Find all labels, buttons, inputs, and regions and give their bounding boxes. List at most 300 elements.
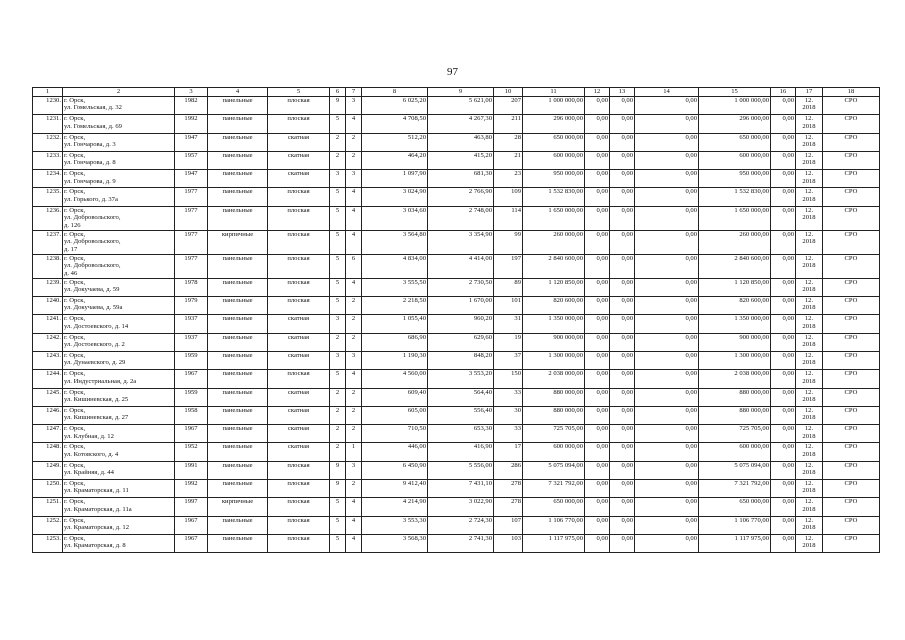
total-cost: 900 000,00 bbox=[523, 333, 585, 351]
fund-cell: 0,00 bbox=[771, 170, 796, 188]
fund-cell: 0,00 bbox=[585, 425, 610, 443]
table-row bbox=[33, 351, 880, 369]
address-line: г. Орск, bbox=[64, 188, 86, 196]
living-area: 5 621,00 bbox=[428, 97, 494, 115]
owners-funds: 1 532 830,00 bbox=[699, 188, 771, 206]
method-cell: СРО bbox=[823, 480, 880, 498]
year-built: 1947 bbox=[175, 133, 208, 151]
wall-material: панельные bbox=[208, 480, 268, 498]
completion-date bbox=[796, 254, 823, 278]
date-part: 2018 bbox=[802, 159, 816, 167]
address-line: г. Орск, bbox=[64, 254, 86, 262]
total-cost: 880 000,00 bbox=[523, 388, 585, 406]
owners-funds: 1 000 000,00 bbox=[699, 97, 771, 115]
fund-cell: 0,00 bbox=[585, 115, 610, 133]
completion-date bbox=[796, 370, 823, 388]
fund-cell: 0,00 bbox=[585, 351, 610, 369]
address-line: г. Орск, bbox=[64, 151, 86, 159]
residents-count: 109 bbox=[494, 188, 523, 206]
address-cell bbox=[63, 188, 175, 206]
date-part: 2018 bbox=[802, 542, 816, 550]
year-built: 1967 bbox=[175, 425, 208, 443]
date-part: 12. bbox=[804, 425, 814, 433]
year-built: 1937 bbox=[175, 315, 208, 333]
entrances-count: 4 bbox=[346, 278, 362, 296]
fund-cell: 0,00 bbox=[635, 498, 699, 516]
completion-date bbox=[796, 97, 823, 115]
residents-count: 33 bbox=[494, 388, 523, 406]
address-line: г. Орск, bbox=[64, 206, 86, 214]
living-area: 556,40 bbox=[428, 406, 494, 424]
address-line: г. Орск, bbox=[64, 425, 86, 433]
date-part: 2018 bbox=[802, 359, 816, 367]
address-line: г. Орск, bbox=[64, 230, 86, 238]
address-line: ул. Котовского, д. 4 bbox=[64, 450, 119, 458]
total-area: 4 214,90 bbox=[362, 498, 428, 516]
owners-funds: 5 075 094,00 bbox=[699, 461, 771, 479]
table-row bbox=[33, 333, 880, 351]
date-part: 2018 bbox=[802, 414, 816, 422]
address-line: ул. Гончарова, д. 8 bbox=[64, 159, 116, 167]
completion-date bbox=[796, 406, 823, 424]
residents-count: 28 bbox=[494, 133, 523, 151]
address-cell bbox=[63, 170, 175, 188]
address-cell bbox=[63, 351, 175, 369]
fund-cell: 0,00 bbox=[635, 534, 699, 552]
date-part: 12. bbox=[804, 406, 814, 414]
method-cell: СРО bbox=[823, 151, 880, 169]
entrances-count: 3 bbox=[346, 351, 362, 369]
address-cell bbox=[63, 230, 175, 254]
table-row bbox=[33, 278, 880, 296]
fund-cell: 0,00 bbox=[635, 97, 699, 115]
fund-cell: 0,00 bbox=[610, 97, 635, 115]
year-built: 1977 bbox=[175, 230, 208, 254]
fund-cell: 0,00 bbox=[610, 206, 635, 230]
owners-funds: 1 117 975,00 bbox=[699, 534, 771, 552]
owners-funds: 820 600,00 bbox=[699, 297, 771, 315]
living-area: 3 553,20 bbox=[428, 370, 494, 388]
owners-funds: 650 000,00 bbox=[699, 133, 771, 151]
residents-count: 197 bbox=[494, 254, 523, 278]
fund-cell: 0,00 bbox=[610, 370, 635, 388]
year-built: 1959 bbox=[175, 351, 208, 369]
residents-count: 278 bbox=[494, 480, 523, 498]
table-row bbox=[33, 516, 880, 534]
fund-cell: 0,00 bbox=[771, 254, 796, 278]
floors-count: 3 bbox=[330, 351, 346, 369]
residents-count: 114 bbox=[494, 206, 523, 230]
roof-type: плоская bbox=[268, 297, 330, 315]
fund-cell: 0,00 bbox=[635, 278, 699, 296]
method-cell: СРО bbox=[823, 370, 880, 388]
address-cell bbox=[63, 297, 175, 315]
owners-funds: 1 350 000,00 bbox=[699, 315, 771, 333]
completion-date bbox=[796, 206, 823, 230]
completion-date bbox=[796, 315, 823, 333]
fund-cell: 0,00 bbox=[635, 516, 699, 534]
fund-cell: 0,00 bbox=[585, 230, 610, 254]
address-line: д. 17 bbox=[64, 245, 78, 253]
method-cell: СРО bbox=[823, 534, 880, 552]
row-number: 1230. bbox=[33, 97, 63, 115]
column-number: 4 bbox=[208, 88, 268, 97]
living-area: 3 354,90 bbox=[428, 230, 494, 254]
owners-funds: 950 000,00 bbox=[699, 170, 771, 188]
wall-material: панельные bbox=[208, 188, 268, 206]
roof-type: скатная bbox=[268, 425, 330, 443]
fund-cell: 0,00 bbox=[610, 133, 635, 151]
method-cell: СРО bbox=[823, 443, 880, 461]
floors-count: 5 bbox=[330, 370, 346, 388]
total-cost: 5 075 094,00 bbox=[523, 461, 585, 479]
fund-cell: 0,00 bbox=[771, 206, 796, 230]
date-part: 2018 bbox=[802, 141, 816, 148]
living-area: 2 724,30 bbox=[428, 516, 494, 534]
wall-material: панельные bbox=[208, 516, 268, 534]
fund-cell: 0,00 bbox=[610, 425, 635, 443]
entrances-count: 4 bbox=[346, 206, 362, 230]
address-cell bbox=[63, 516, 175, 534]
owners-funds: 900 000,00 bbox=[699, 333, 771, 351]
fund-cell: 0,00 bbox=[771, 315, 796, 333]
total-area: 3 024,90 bbox=[362, 188, 428, 206]
fund-cell: 0,00 bbox=[610, 351, 635, 369]
total-cost: 1 117 975,00 bbox=[523, 534, 585, 552]
fund-cell: 0,00 bbox=[771, 534, 796, 552]
address-line: ул. Докучаева, д. 59 bbox=[64, 286, 120, 294]
address-line: д. 126 bbox=[64, 221, 81, 229]
fund-cell: 0,00 bbox=[610, 406, 635, 424]
table-row bbox=[33, 534, 880, 552]
owners-funds: 2 038 000,00 bbox=[699, 370, 771, 388]
floors-count: 9 bbox=[330, 480, 346, 498]
fund-cell: 0,00 bbox=[610, 534, 635, 552]
wall-material: панельные bbox=[208, 97, 268, 115]
roof-type: плоская bbox=[268, 115, 330, 133]
row-number: 1241. bbox=[33, 315, 63, 333]
date-part: 2018 bbox=[802, 214, 816, 222]
entrances-count: 2 bbox=[346, 315, 362, 333]
roof-type: скатная bbox=[268, 388, 330, 406]
roof-type: плоская bbox=[268, 97, 330, 115]
total-cost: 600 000,00 bbox=[523, 151, 585, 169]
floors-count: 9 bbox=[330, 97, 346, 115]
floors-count: 9 bbox=[330, 461, 346, 479]
completion-date bbox=[796, 230, 823, 254]
address-line: ул. Достоевского, д. 2 bbox=[64, 341, 125, 349]
fund-cell: 0,00 bbox=[610, 151, 635, 169]
total-cost: 2 038 000,00 bbox=[523, 370, 585, 388]
fund-cell: 0,00 bbox=[635, 206, 699, 230]
living-area: 2 741,30 bbox=[428, 534, 494, 552]
fund-cell: 0,00 bbox=[771, 370, 796, 388]
address-line: г. Орск, bbox=[64, 170, 86, 178]
living-area: 416,90 bbox=[428, 443, 494, 461]
table-row bbox=[33, 115, 880, 133]
column-number: 1 bbox=[33, 88, 63, 97]
entrances-count: 4 bbox=[346, 370, 362, 388]
owners-funds: 1 120 850,00 bbox=[699, 278, 771, 296]
living-area: 564,40 bbox=[428, 388, 494, 406]
living-area: 415,20 bbox=[428, 151, 494, 169]
completion-date bbox=[796, 443, 823, 461]
fund-cell: 0,00 bbox=[610, 188, 635, 206]
row-number: 1252. bbox=[33, 516, 63, 534]
completion-date bbox=[796, 351, 823, 369]
residents-count: 211 bbox=[494, 115, 523, 133]
method-cell: СРО bbox=[823, 278, 880, 296]
fund-cell: 0,00 bbox=[771, 97, 796, 115]
address-cell bbox=[63, 480, 175, 498]
method-cell: СРО bbox=[823, 516, 880, 534]
address-line: г. Орск, bbox=[64, 333, 86, 341]
column-number: 5 bbox=[268, 88, 330, 97]
completion-date bbox=[796, 480, 823, 498]
entrances-count: 3 bbox=[346, 461, 362, 479]
date-part: 12. bbox=[804, 315, 814, 323]
fund-cell: 0,00 bbox=[635, 170, 699, 188]
living-area: 653,30 bbox=[428, 425, 494, 443]
date-part: 12. bbox=[804, 115, 814, 123]
table-row bbox=[33, 170, 880, 188]
table-row bbox=[33, 480, 880, 498]
fund-cell: 0,00 bbox=[610, 461, 635, 479]
residents-count: 101 bbox=[494, 297, 523, 315]
completion-date bbox=[796, 388, 823, 406]
roof-type: скатная bbox=[268, 333, 330, 351]
address-line: г. Орск, bbox=[64, 443, 86, 451]
table-row bbox=[33, 133, 880, 151]
total-area: 3 555,50 bbox=[362, 278, 428, 296]
roof-type: плоская bbox=[268, 516, 330, 534]
living-area: 4 267,30 bbox=[428, 115, 494, 133]
owners-funds: 296 000,00 bbox=[699, 115, 771, 133]
wall-material: кирпичные bbox=[208, 498, 268, 516]
method-cell: СРО bbox=[823, 498, 880, 516]
address-line: г. Орск, bbox=[64, 461, 86, 469]
entrances-count: 6 bbox=[346, 254, 362, 278]
completion-date bbox=[796, 278, 823, 296]
completion-date bbox=[796, 151, 823, 169]
column-number: 15 bbox=[699, 88, 771, 97]
fund-cell: 0,00 bbox=[635, 425, 699, 443]
date-part: 12. bbox=[804, 333, 814, 341]
fund-cell: 0,00 bbox=[585, 388, 610, 406]
completion-date bbox=[796, 297, 823, 315]
address-line: г. Орск, bbox=[64, 498, 86, 506]
address-line: ул. Горького, д. 37а bbox=[64, 195, 118, 203]
roof-type: плоская bbox=[268, 206, 330, 230]
address-line: ул. Кишиневская, д. 27 bbox=[64, 414, 129, 422]
living-area: 960,20 bbox=[428, 315, 494, 333]
residents-count: 30 bbox=[494, 406, 523, 424]
method-cell: СРО bbox=[823, 425, 880, 443]
fund-cell: 0,00 bbox=[585, 480, 610, 498]
date-part: 2018 bbox=[802, 487, 816, 495]
date-part: 12. bbox=[804, 133, 814, 141]
table-row bbox=[33, 254, 880, 278]
date-part: 2018 bbox=[802, 341, 816, 349]
row-number: 1249. bbox=[33, 461, 63, 479]
address-line: ул. Добровольского, bbox=[64, 214, 121, 222]
roof-type: плоская bbox=[268, 480, 330, 498]
row-number: 1248. bbox=[33, 443, 63, 461]
floors-count: 5 bbox=[330, 188, 346, 206]
residents-count: 31 bbox=[494, 315, 523, 333]
row-number: 1235. bbox=[33, 188, 63, 206]
row-number: 1251. bbox=[33, 498, 63, 516]
year-built: 1991 bbox=[175, 461, 208, 479]
residents-count: 17 bbox=[494, 443, 523, 461]
total-area: 4 708,50 bbox=[362, 115, 428, 133]
total-cost: 820 600,00 bbox=[523, 297, 585, 315]
method-cell: СРО bbox=[823, 461, 880, 479]
fund-cell: 0,00 bbox=[771, 498, 796, 516]
column-number: 12 bbox=[585, 88, 610, 97]
fund-cell: 0,00 bbox=[585, 97, 610, 115]
column-number: 9 bbox=[428, 88, 494, 97]
owners-funds: 600 000,00 bbox=[699, 443, 771, 461]
table-row bbox=[33, 97, 880, 115]
address-line: г. Орск, bbox=[64, 115, 86, 123]
address-line: г. Орск, bbox=[64, 388, 86, 396]
completion-date bbox=[796, 333, 823, 351]
date-part: 2018 bbox=[802, 450, 816, 458]
fund-cell: 0,00 bbox=[771, 333, 796, 351]
entrances-count: 2 bbox=[346, 425, 362, 443]
wall-material: панельные bbox=[208, 443, 268, 461]
address-line: г. Орск, bbox=[64, 351, 86, 359]
total-area: 4 560,00 bbox=[362, 370, 428, 388]
total-cost: 7 321 792,00 bbox=[523, 480, 585, 498]
residents-count: 37 bbox=[494, 351, 523, 369]
total-cost: 1 532 830,00 bbox=[523, 188, 585, 206]
living-area: 3 022,90 bbox=[428, 498, 494, 516]
total-area: 710,50 bbox=[362, 425, 428, 443]
fund-cell: 0,00 bbox=[585, 206, 610, 230]
address-cell bbox=[63, 115, 175, 133]
address-cell bbox=[63, 254, 175, 278]
fund-cell: 0,00 bbox=[585, 498, 610, 516]
date-part: 2018 bbox=[802, 524, 816, 532]
owners-funds: 650 000,00 bbox=[699, 498, 771, 516]
fund-cell: 0,00 bbox=[635, 230, 699, 254]
floors-count: 5 bbox=[330, 115, 346, 133]
fund-cell: 0,00 bbox=[771, 425, 796, 443]
date-part: 2018 bbox=[802, 469, 816, 477]
row-number: 1253. bbox=[33, 534, 63, 552]
total-cost: 950 000,00 bbox=[523, 170, 585, 188]
year-built: 1967 bbox=[175, 516, 208, 534]
row-number: 1231. bbox=[33, 115, 63, 133]
entrances-count: 2 bbox=[346, 480, 362, 498]
owners-funds: 880 000,00 bbox=[699, 388, 771, 406]
fund-cell: 0,00 bbox=[635, 115, 699, 133]
roof-type: плоская bbox=[268, 230, 330, 254]
address-cell bbox=[63, 406, 175, 424]
row-number: 1242. bbox=[33, 333, 63, 351]
row-number: 1243. bbox=[33, 351, 63, 369]
date-part: 12. bbox=[804, 351, 814, 359]
row-number: 1247. bbox=[33, 425, 63, 443]
fund-cell: 0,00 bbox=[635, 254, 699, 278]
wall-material: панельные bbox=[208, 388, 268, 406]
address-cell bbox=[63, 443, 175, 461]
total-area: 3 564,80 bbox=[362, 230, 428, 254]
row-number: 1239. bbox=[33, 278, 63, 296]
year-built: 1952 bbox=[175, 443, 208, 461]
fund-cell: 0,00 bbox=[635, 461, 699, 479]
total-cost: 725 705,00 bbox=[523, 425, 585, 443]
row-number: 1232. bbox=[33, 133, 63, 151]
roof-type: скатная bbox=[268, 133, 330, 151]
method-cell: СРО bbox=[823, 351, 880, 369]
address-line: ул. Дунаевского, д. 29 bbox=[64, 359, 126, 367]
floors-count: 2 bbox=[330, 425, 346, 443]
address-cell bbox=[63, 97, 175, 115]
fund-cell: 0,00 bbox=[771, 151, 796, 169]
year-built: 1959 bbox=[175, 388, 208, 406]
address-line: ул. Краматорская, д. 11 bbox=[64, 487, 129, 495]
total-area: 9 412,40 bbox=[362, 480, 428, 498]
method-cell: СРО bbox=[823, 133, 880, 151]
wall-material: панельные bbox=[208, 206, 268, 230]
fund-cell: 0,00 bbox=[585, 170, 610, 188]
address-line: г. Орск, bbox=[64, 480, 86, 488]
fund-cell: 0,00 bbox=[635, 406, 699, 424]
fund-cell: 0,00 bbox=[610, 254, 635, 278]
address-cell bbox=[63, 151, 175, 169]
fund-cell: 0,00 bbox=[585, 297, 610, 315]
living-area: 629,60 bbox=[428, 333, 494, 351]
living-area: 2 766,90 bbox=[428, 188, 494, 206]
address-cell bbox=[63, 370, 175, 388]
residents-count: 99 bbox=[494, 230, 523, 254]
address-cell bbox=[63, 278, 175, 296]
fund-cell: 0,00 bbox=[585, 406, 610, 424]
total-cost: 1 350 000,00 bbox=[523, 315, 585, 333]
fund-cell: 0,00 bbox=[635, 297, 699, 315]
entrances-count: 2 bbox=[346, 297, 362, 315]
fund-cell: 0,00 bbox=[610, 498, 635, 516]
address-cell bbox=[63, 425, 175, 443]
floors-count: 2 bbox=[330, 388, 346, 406]
date-part: 12. bbox=[804, 230, 814, 238]
table-row bbox=[33, 206, 880, 230]
total-area: 1 190,30 bbox=[362, 351, 428, 369]
fund-cell: 0,00 bbox=[585, 315, 610, 333]
wall-material: панельные bbox=[208, 425, 268, 443]
page-number: 97 bbox=[447, 66, 458, 78]
row-number: 1240. bbox=[33, 297, 63, 315]
fund-cell: 0,00 bbox=[771, 351, 796, 369]
fund-cell: 0,00 bbox=[585, 254, 610, 278]
fund-cell: 0,00 bbox=[635, 443, 699, 461]
row-number: 1244. bbox=[33, 370, 63, 388]
date-part: 12. bbox=[804, 188, 814, 196]
roof-type: плоская bbox=[268, 254, 330, 278]
year-built: 1978 bbox=[175, 278, 208, 296]
total-cost: 260 000,00 bbox=[523, 230, 585, 254]
date-part: 2018 bbox=[802, 505, 816, 513]
fund-cell: 0,00 bbox=[771, 406, 796, 424]
completion-date bbox=[796, 461, 823, 479]
owners-funds: 725 705,00 bbox=[699, 425, 771, 443]
floors-count: 5 bbox=[330, 206, 346, 230]
method-cell: СРО bbox=[823, 206, 880, 230]
method-cell: СРО bbox=[823, 115, 880, 133]
